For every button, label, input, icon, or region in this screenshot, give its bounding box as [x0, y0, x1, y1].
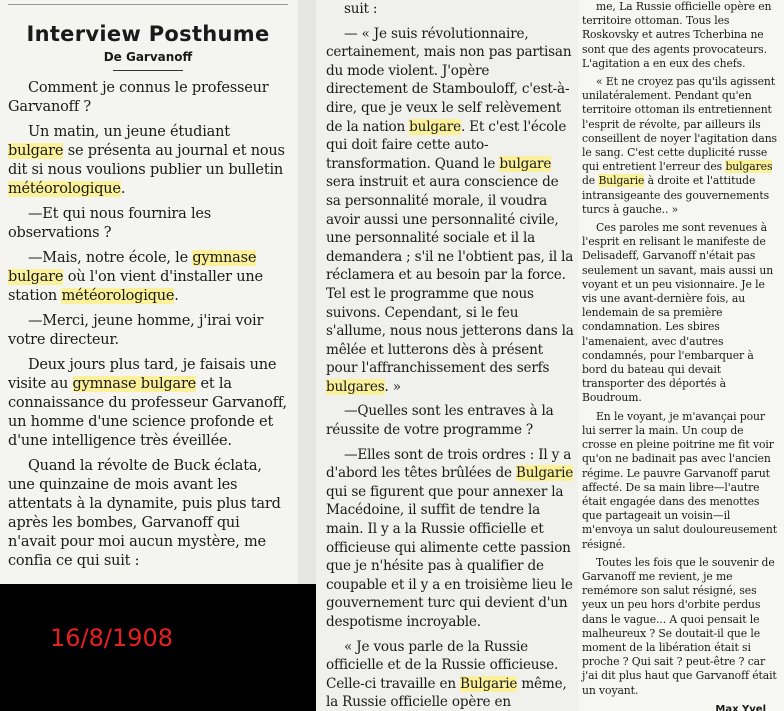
col3-paragraph: me, La Russie officielle opère en territoire ottoman. Tous les Roskovsky et autres Tcherbina ne sont que des agents provocateurs. L'agitation a en eux des chefs. — [582, 0, 772, 70]
col3-paragraph: Toutes les fois que le souvenir de Garvanoff me revient, je me remémore son salut résigné, ses yeux un peu hors d'orbite perdus dans le vague... A quoi pensait le malheureux ? Se doutait-il que le moment de la libération était si proche ? Qui sait ? peut-être ? car j'ai dit plus haut que Garvanoff était un voyant. — [582, 555, 777, 697]
title-divider — [113, 70, 183, 71]
col3-paragraph: En le voyant, je m'avançai pour lui serrer la main. Un coup de crosse en pleine poitrine me fit voir qu'on ne badinait pas avec l'ancien régime. Le pauvre Garvanoff parut affecté. De sa main libre—l'autre était engagée dans des menottes que partageait un voisin—il m'envoya un salut douloureusement résigné. — [582, 409, 777, 551]
highlighted-term: Bulgarie — [515, 465, 574, 482]
highlighted-term: météorologique — [8, 181, 121, 197]
article-column-1 — [0, 0, 298, 584]
col1-paragraph: Quand la révolte de Buck éclata, une quinzaine de mois avant les attentats à la dynamite, puis plus tard après les bombes, Garvanoff qui n'avait pour moi aucun mystère, me confia ce qui suit : — [8, 458, 281, 569]
highlighted-term: bulgares — [725, 160, 773, 174]
column-top-rule — [8, 4, 288, 5]
article-column-2 — [316, 0, 578, 711]
col1-paragraph: Un matin, un jeune étudiant bulgare se présenta au journal et nous dit si nous voulions publier un bulletin météorologique. — [8, 124, 285, 197]
col1-paragraph: —Et qui nous fournira les observations ? — [8, 206, 212, 241]
highlighted-term: bulgare — [8, 143, 64, 159]
column-2-text — [326, 25, 574, 711]
col3-paragraph: « Et ne croyez pas qu'ils agissent unilatéralement. Pendant qu'en territoire ottoman ils entretiennent l'esprit de révolte, par ailleurs ils conseillent de noyer l'agitation dans le sang. C'est cette duplicité russe qui entretient l'erreur des bulgares de Bulgarie à droite et l'attitude intransigeante des gouvernements turcs à gauche.. » — [582, 75, 777, 216]
highlighted-term: Bulgarie — [598, 174, 645, 188]
author-signature: Max Yvel — [715, 703, 766, 711]
col1-paragraph: Deux jours plus tard, je faisais une visite au gymnase bulgare et la connaissance du professeur Garvanoff, un homme d'une science profonde et d'une intelligence très éveillée. — [8, 357, 287, 449]
highlighted-term: météorologique — [61, 288, 175, 304]
col2-paragraph: — « Je suis révolutionnaire, certainement, mais non pas partisan du mode violent. J'opère directement de Stambouloff, c'est-à-dire, que je veux le self relèvement de la nation bulgare. Et c'est l'école qui doit faire cette auto-transformation. Quand le bulgare sera instruit et aura conscience de sa personnalité morale, il voudra avoir aussi une personnalité civile, une personnalité sociale et il la demandera ; s'il ne l'obtient pas, il la réclamera et au besoin par la force. Tel est le programme que nous suivons. Cependant, si le feu s'allume, nous nous jetterons dans la mêlée et lutterons dès à présent pour l'affranchissement des serfs bulgares. » — [326, 25, 574, 395]
col2-paragraph: —Quelles sont les entraves à la réussite de votre programme ? — [326, 403, 554, 439]
highlighted-term: gymnase bulgare — [72, 376, 197, 392]
col1-paragraph: —Mais, notre école, le gymnase bulgare où l'on vient d'installer une station météorologique. — [8, 250, 263, 304]
article-title: Interview Posthume — [26, 22, 270, 46]
highlighted-term: bulgares — [326, 378, 385, 395]
top-fragment: suit : — [344, 1, 378, 17]
column-3-text — [582, 0, 780, 698]
highlighted-term: gymnase bulgare — [8, 250, 257, 285]
col3-paragraph: Ces paroles me sont revenues à l'esprit en relisant le manifeste de Delisadeff, Garvanoff n'était pas seulement un savant, mais aussi un voyant et un peu visionnaire. Je le vis une avant-dernière fois, au lendemain de sa première condamnation. Les sbires l'amenaient, avec d'autres condamnés, pour l'embarquer à bord du bateau qui devait transporter des déportés à Boudroum. — [582, 221, 774, 405]
column-1-text — [8, 79, 288, 571]
highlighted-term: bulgare — [409, 118, 461, 135]
highlighted-term: Bulgarie — [460, 675, 518, 692]
col2-paragraph: « Je vous parle de la Russie officielle et de la Russie officieuse. Celle-ci travaille en Bulgarie même, la Russie officielle opère en — [326, 638, 567, 711]
highlighted-term: bulgare — [499, 155, 552, 172]
date-label: 16/8/1908 — [50, 624, 174, 652]
col2-paragraph: —Elles sont de trois ordres : Il y a d'abord les têtes brûlées de Bulgarie qui se figurent que pour annexer la Macédoine, il suffit de tendre la main. Il y a la Russie officielle et officieuse qui alimente cette passion que je n'hésite pas à qualifier de coupable et il y a en troisième lieu le gouvernement turc qui devient d'un despotisme incroyable. — [326, 446, 574, 630]
article-column-3 — [578, 0, 784, 711]
article-subtitle: De Garvanoff — [103, 50, 193, 64]
col1-paragraph: —Merci, jeune homme, j'irai voir votre directeur. — [8, 313, 264, 348]
col1-paragraph: Comment je connus le professeur Garvanoff ? — [8, 80, 269, 115]
